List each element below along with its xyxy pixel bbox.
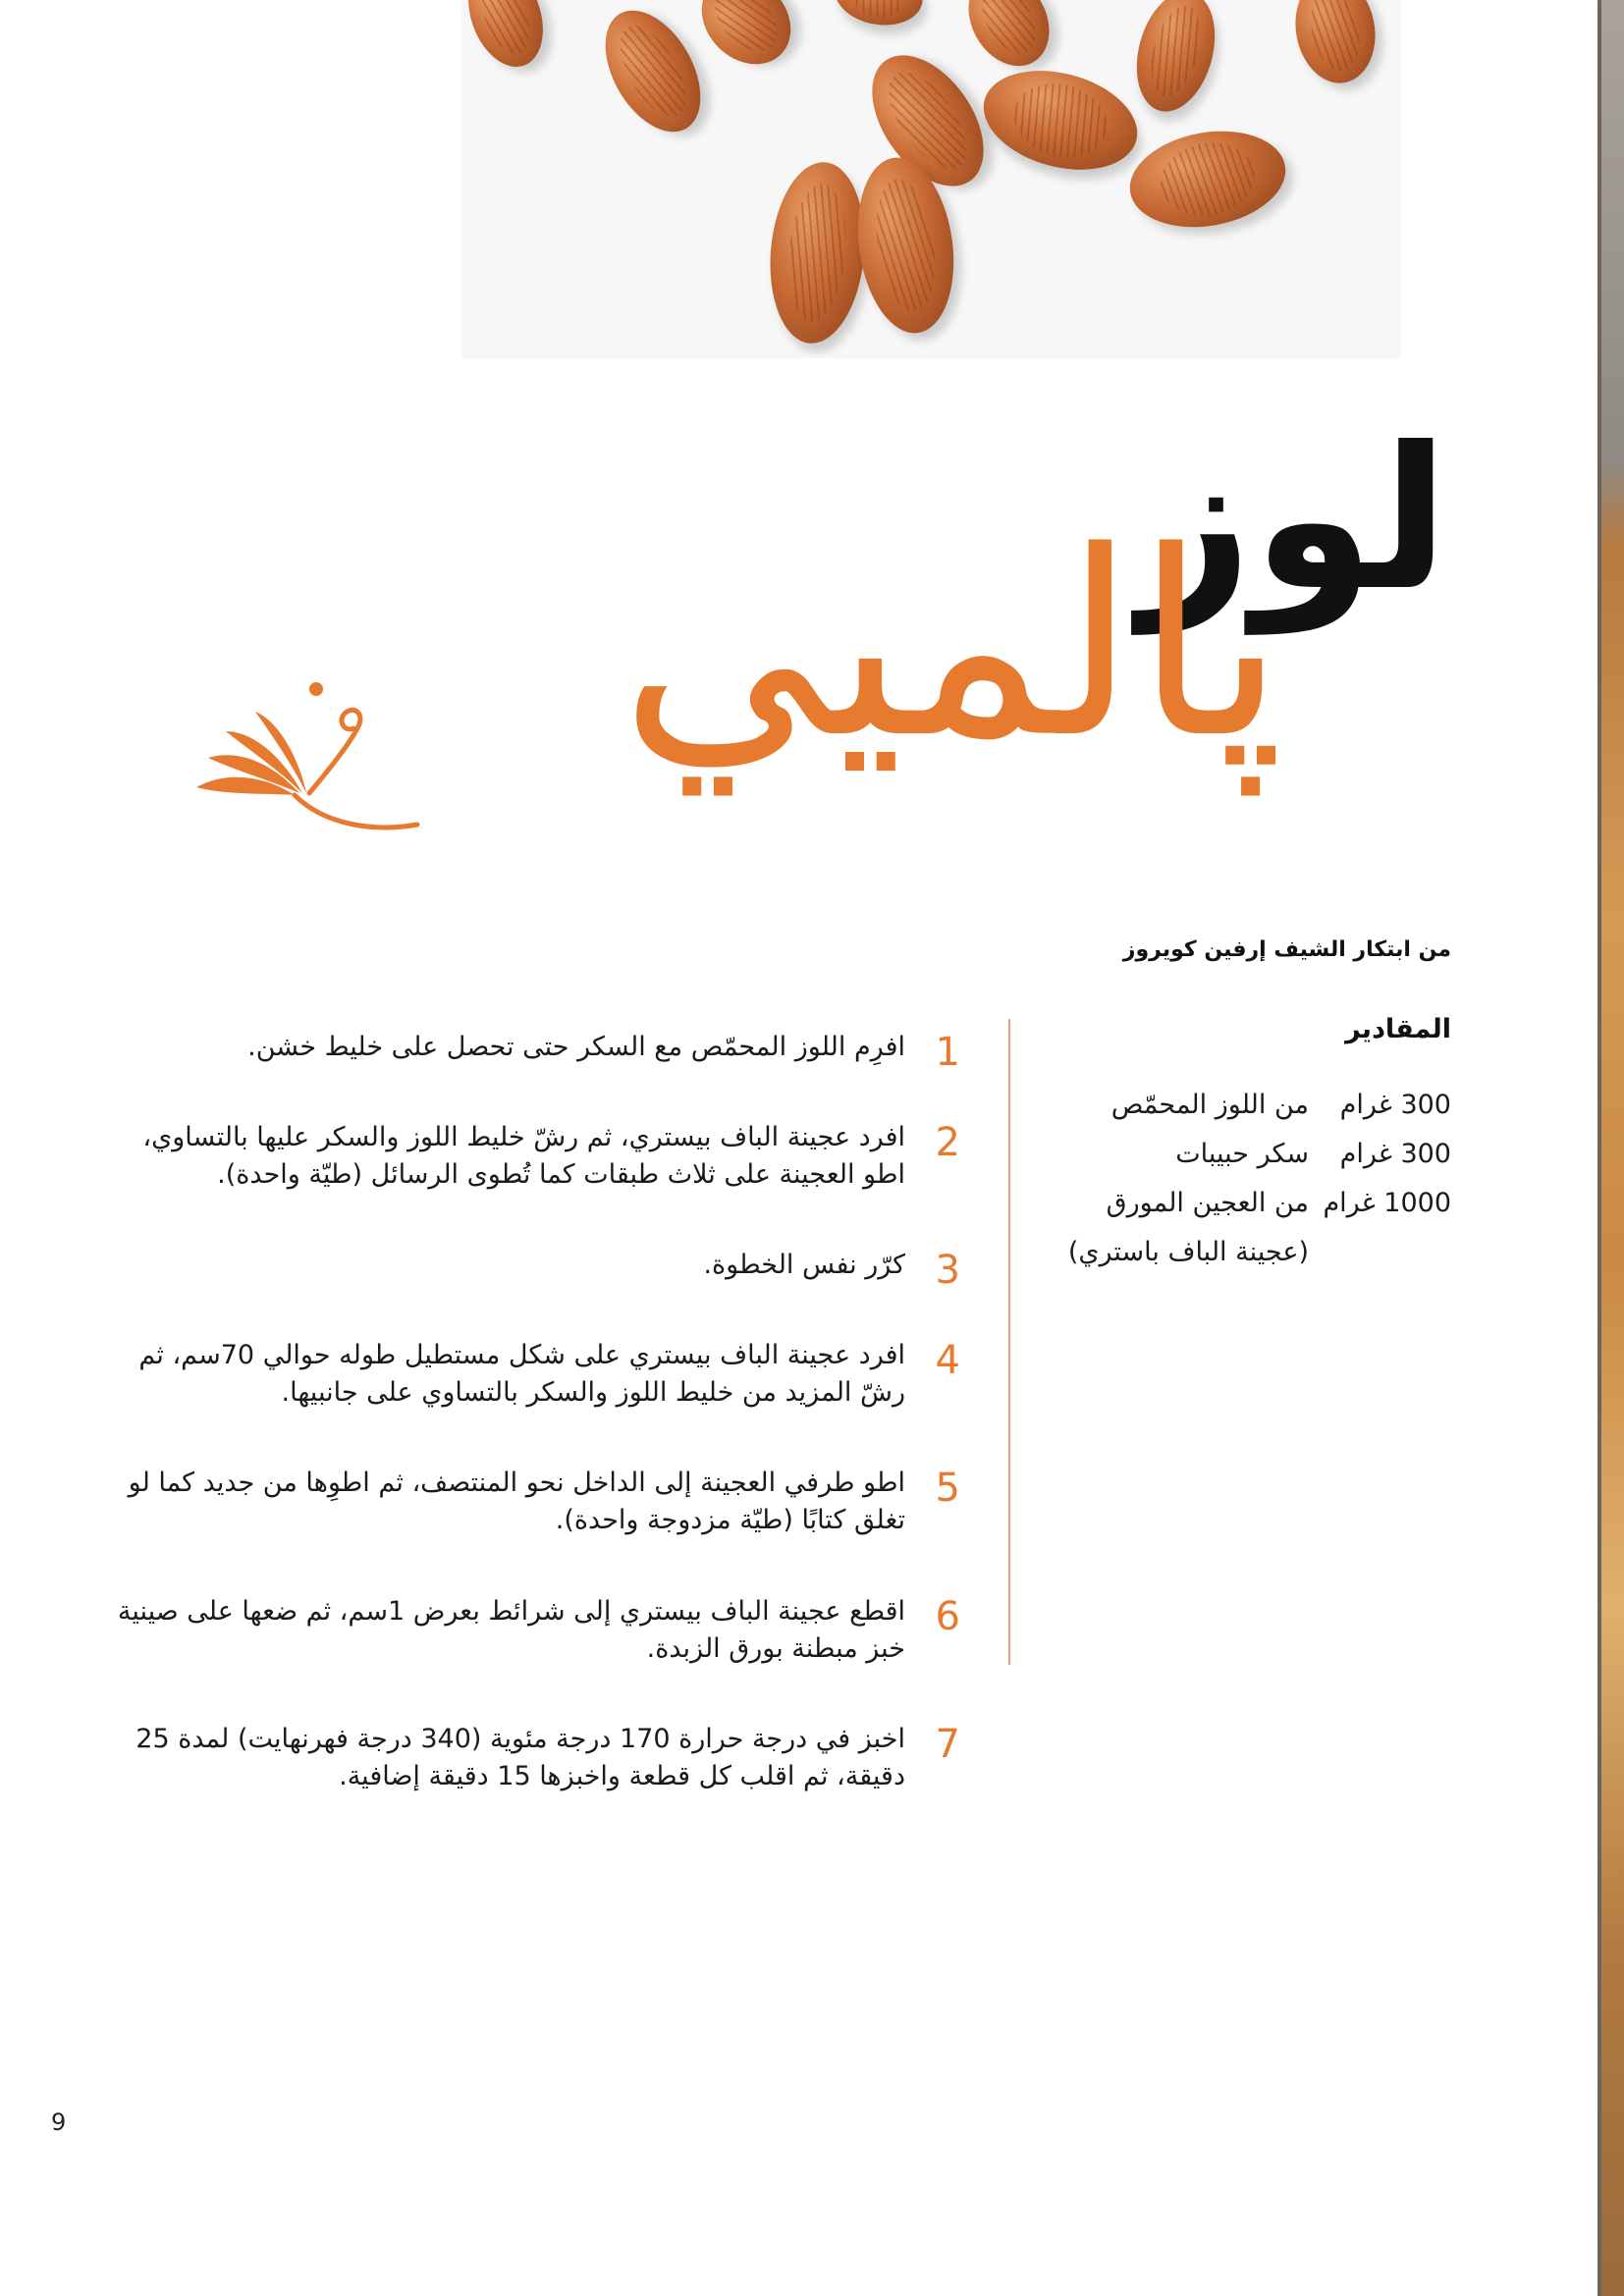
step-item xyxy=(116,1247,960,1292)
step-text: افرد عجينة الباف بيستري، ثم رشّ خليط اللوز والسكر عليها بالتساوي، اطو العجينة على ثلاث طبقات كما تُطوى الرسائل (طيّة واحدة). xyxy=(142,1122,905,1190)
almond-image xyxy=(1124,0,1227,121)
almond-image xyxy=(1287,0,1383,89)
ingredient-name: من اللوز المحمّص xyxy=(1110,1089,1309,1120)
ingredients-list xyxy=(1029,1080,1451,1276)
step-text: كرّر نفس الخطوة. xyxy=(703,1250,905,1280)
page-number: 9 xyxy=(51,2109,67,2136)
step-item xyxy=(116,1029,960,1074)
step-number: 2 xyxy=(935,1120,960,1165)
step-text: اخبز في درجة حرارة 170 درجة مئوية (340 درجة فهرنهايت) لمدة 25 دقيقة، ثم اقلب كل قطعة واخبزها 15 دقيقة إضافية. xyxy=(135,1724,905,1791)
almond-image xyxy=(1122,120,1293,239)
step-item xyxy=(116,1593,960,1668)
ingredient-name: من العجين المورق xyxy=(1106,1187,1309,1218)
almond-image xyxy=(461,0,557,78)
ingredient-note: (عجينة الباف باستري) xyxy=(1067,1236,1309,1267)
step-item xyxy=(116,1337,960,1412)
recipe-byline: من ابتكار الشيف إرفين كويروز xyxy=(1122,937,1451,962)
step-number: 7 xyxy=(935,1722,960,1767)
almond-image xyxy=(683,0,808,82)
almond-image xyxy=(830,0,927,31)
ingredient-quantity: 300 غرام xyxy=(1339,1138,1451,1169)
step-number: 6 xyxy=(935,1594,960,1639)
almond-image xyxy=(763,158,872,347)
ingredient-quantity: 300 غرام xyxy=(1339,1089,1451,1120)
title-line-1: لوز xyxy=(1139,405,1449,634)
title-line-2: پالميي xyxy=(620,498,1284,794)
step-text: اقطع عجينة الباف بيستري إلى شرائط بعرض 1سم، ثم ضعها على صينية خبز مبطنة بورق الزبدة. xyxy=(117,1596,905,1664)
almond-image xyxy=(586,0,721,148)
ingredient-row xyxy=(1029,1178,1451,1227)
step-item xyxy=(116,1119,960,1194)
step-number: 1 xyxy=(935,1030,960,1075)
step-text: افرِم اللوز المحمّص مع السكر حتى تحصل على خليط خشن. xyxy=(247,1032,905,1062)
almond-image xyxy=(952,0,1065,80)
step-number: 4 xyxy=(935,1338,960,1383)
step-item xyxy=(116,1465,960,1539)
pastry-photo-strip xyxy=(1597,0,1624,2296)
almonds-photo xyxy=(461,0,1401,358)
ingredient-row xyxy=(1029,1129,1451,1178)
column-divider xyxy=(1008,1019,1010,1665)
step-number: 3 xyxy=(935,1248,960,1293)
ingredient-name: سكر حبيبات xyxy=(1175,1138,1309,1169)
ingredients-heading: المقادير xyxy=(1345,1014,1451,1044)
step-number: 5 xyxy=(935,1466,960,1511)
step-item xyxy=(116,1721,960,1795)
flourish-ornament xyxy=(187,677,422,844)
step-text: افرد عجينة الباف بيستري على شكل مستطيل طوله حوالي 70سم، ثم رشّ المزيد من خليط اللوز والسكر بالتساوي على جانبيها. xyxy=(138,1340,905,1408)
almond-image xyxy=(972,55,1148,186)
ingredient-row xyxy=(1029,1080,1451,1129)
step-text: اطو طرفي العجينة إلى الداخل نحو المنتصف، ثم اطوِها من جديد كما لو تغلق كتابًا (طيّة مزدوجة واحدة). xyxy=(128,1468,905,1535)
ingredient-quantity: 1000 غرام xyxy=(1323,1187,1451,1218)
